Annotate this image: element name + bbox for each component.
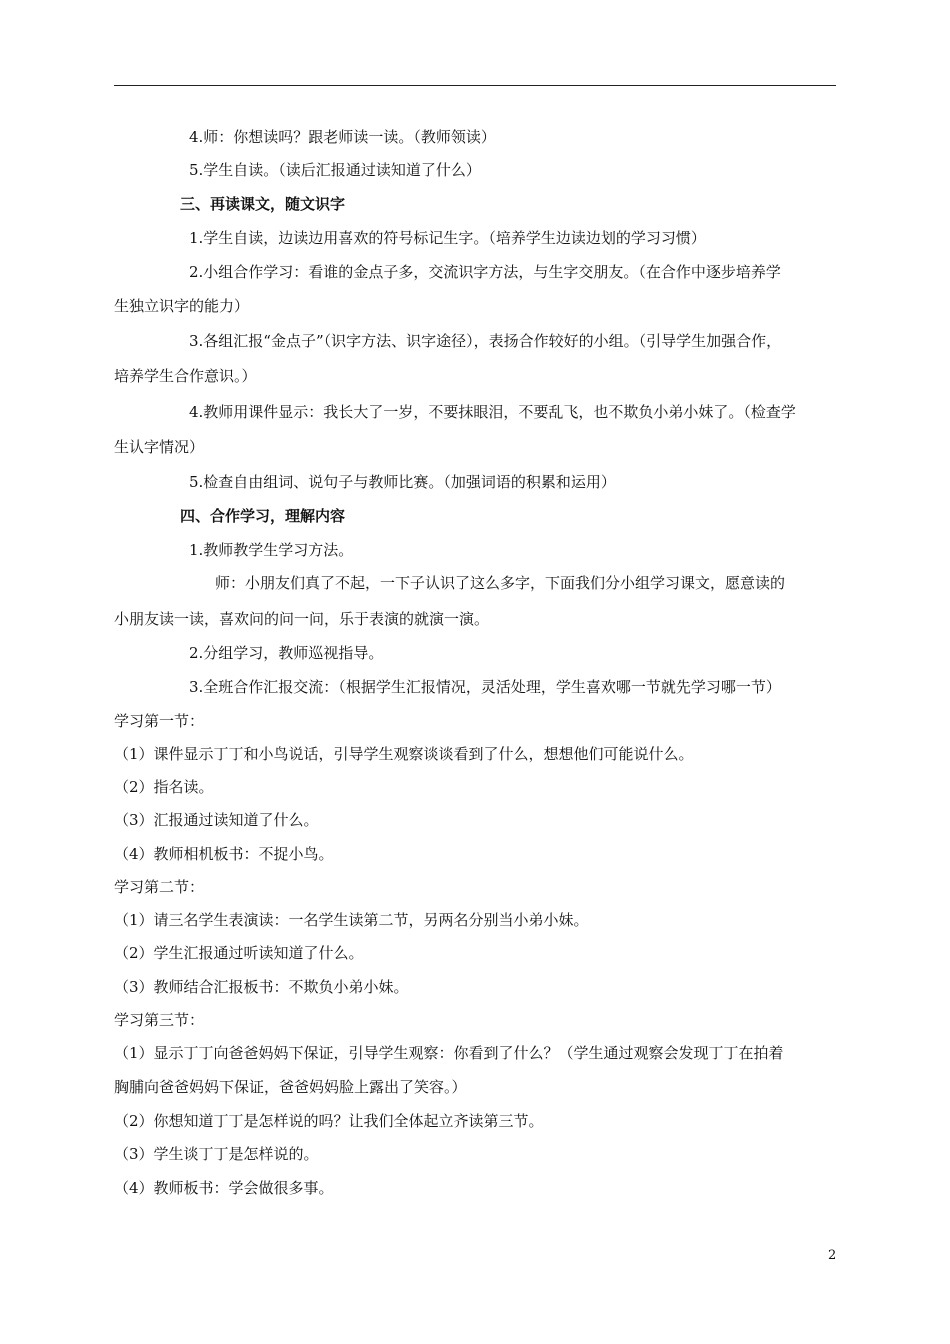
text-line: 学习第三节： (114, 1011, 205, 1029)
text-line: 胸脯向爸爸妈妈下保证，爸爸妈妈脸上露出了笑容。） (114, 1078, 467, 1096)
text-line: （2）你想知道丁丁是怎样说的吗？让我们全体起立齐读第三节。 (114, 1112, 544, 1130)
section-heading: 四、合作学习，理解内容 (180, 507, 346, 525)
text-line: （2）指名读。 (114, 778, 214, 796)
text-line: 4.师：你想读吗？跟老师读一读。（教师领读） (189, 128, 496, 146)
text-line: （3）教师结合汇报板书：不欺负小弟小妹。 (114, 978, 409, 996)
text-line: 2.分组学习，教师巡视指导。 (189, 644, 384, 662)
section-heading: 三、再读课文，随文识字 (180, 195, 346, 213)
text-line: 2.小组合作学习：看谁的金点子多，交流识字方法，与生字交朋友。（在合作中逐步培养学 (189, 263, 781, 281)
text-line: 3.各组汇报“金点子”（识字方法、识字途径），表扬合作较好的小组。（引导学生加强合作， (189, 332, 782, 350)
text-line: （4）教师板书：学会做很多事。 (114, 1179, 334, 1197)
text-line: 学习第一节： (114, 712, 205, 730)
text-line: （2）学生汇报通过听读知道了什么。 (114, 944, 364, 962)
text-line: 5.检查自由组词、说句子与教师比赛。（加强词语的积累和运用） (189, 473, 616, 491)
text-line: 师：小朋友们真了不起，一下子认识了这么多字，下面我们分小组学习课文，愿意读的 (215, 574, 786, 592)
header-rule (114, 85, 836, 86)
text-line: 生认字情况） (114, 438, 205, 456)
text-line: 生独立识字的能力） (114, 297, 250, 315)
page-number: 2 (828, 1248, 837, 1263)
text-line: 培养学生合作意识。） (114, 367, 257, 385)
text-line: （4）教师相机板书：不捉小鸟。 (114, 845, 334, 863)
text-line: 学习第二节： (114, 878, 205, 896)
text-line: （1）显示丁丁向爸爸妈妈下保证，引导学生观察：你看到了什么？（学生通过观察会发现丁丁在拍着 (114, 1044, 784, 1062)
text-line: 4.教师用课件显示：我长大了一岁，不要抹眼泪，不要乱飞，也不欺负小弟小妹了。（检查学 (189, 403, 796, 421)
text-line: （3）学生谈丁丁是怎样说的。 (114, 1145, 319, 1163)
text-line: （1）请三名学生表演读：一名学生读第二节，另两名分别当小弟小妹。 (114, 911, 589, 929)
text-line: 3.全班合作汇报交流：（根据学生汇报情况，灵活处理，学生喜欢哪一节就先学习哪一节） (189, 678, 781, 696)
text-line: 5.学生自读。（读后汇报通过读知道了什么） (189, 161, 481, 179)
text-line: （1）课件显示丁丁和小鸟说话，引导学生观察谈谈看到了什么，想想他们可能说什么。 (114, 745, 694, 763)
text-line: 1.教师教学生学习方法。 (189, 541, 354, 559)
text-line: 1.学生自读，边读边用喜欢的符号标记生字。（培养学生边读边划的学习习惯） (189, 229, 706, 247)
text-line: 小朋友读一读，喜欢问的问一问，乐于表演的就演一演。 (114, 610, 490, 628)
text-line: （3）汇报通过读知道了什么。 (114, 811, 319, 829)
